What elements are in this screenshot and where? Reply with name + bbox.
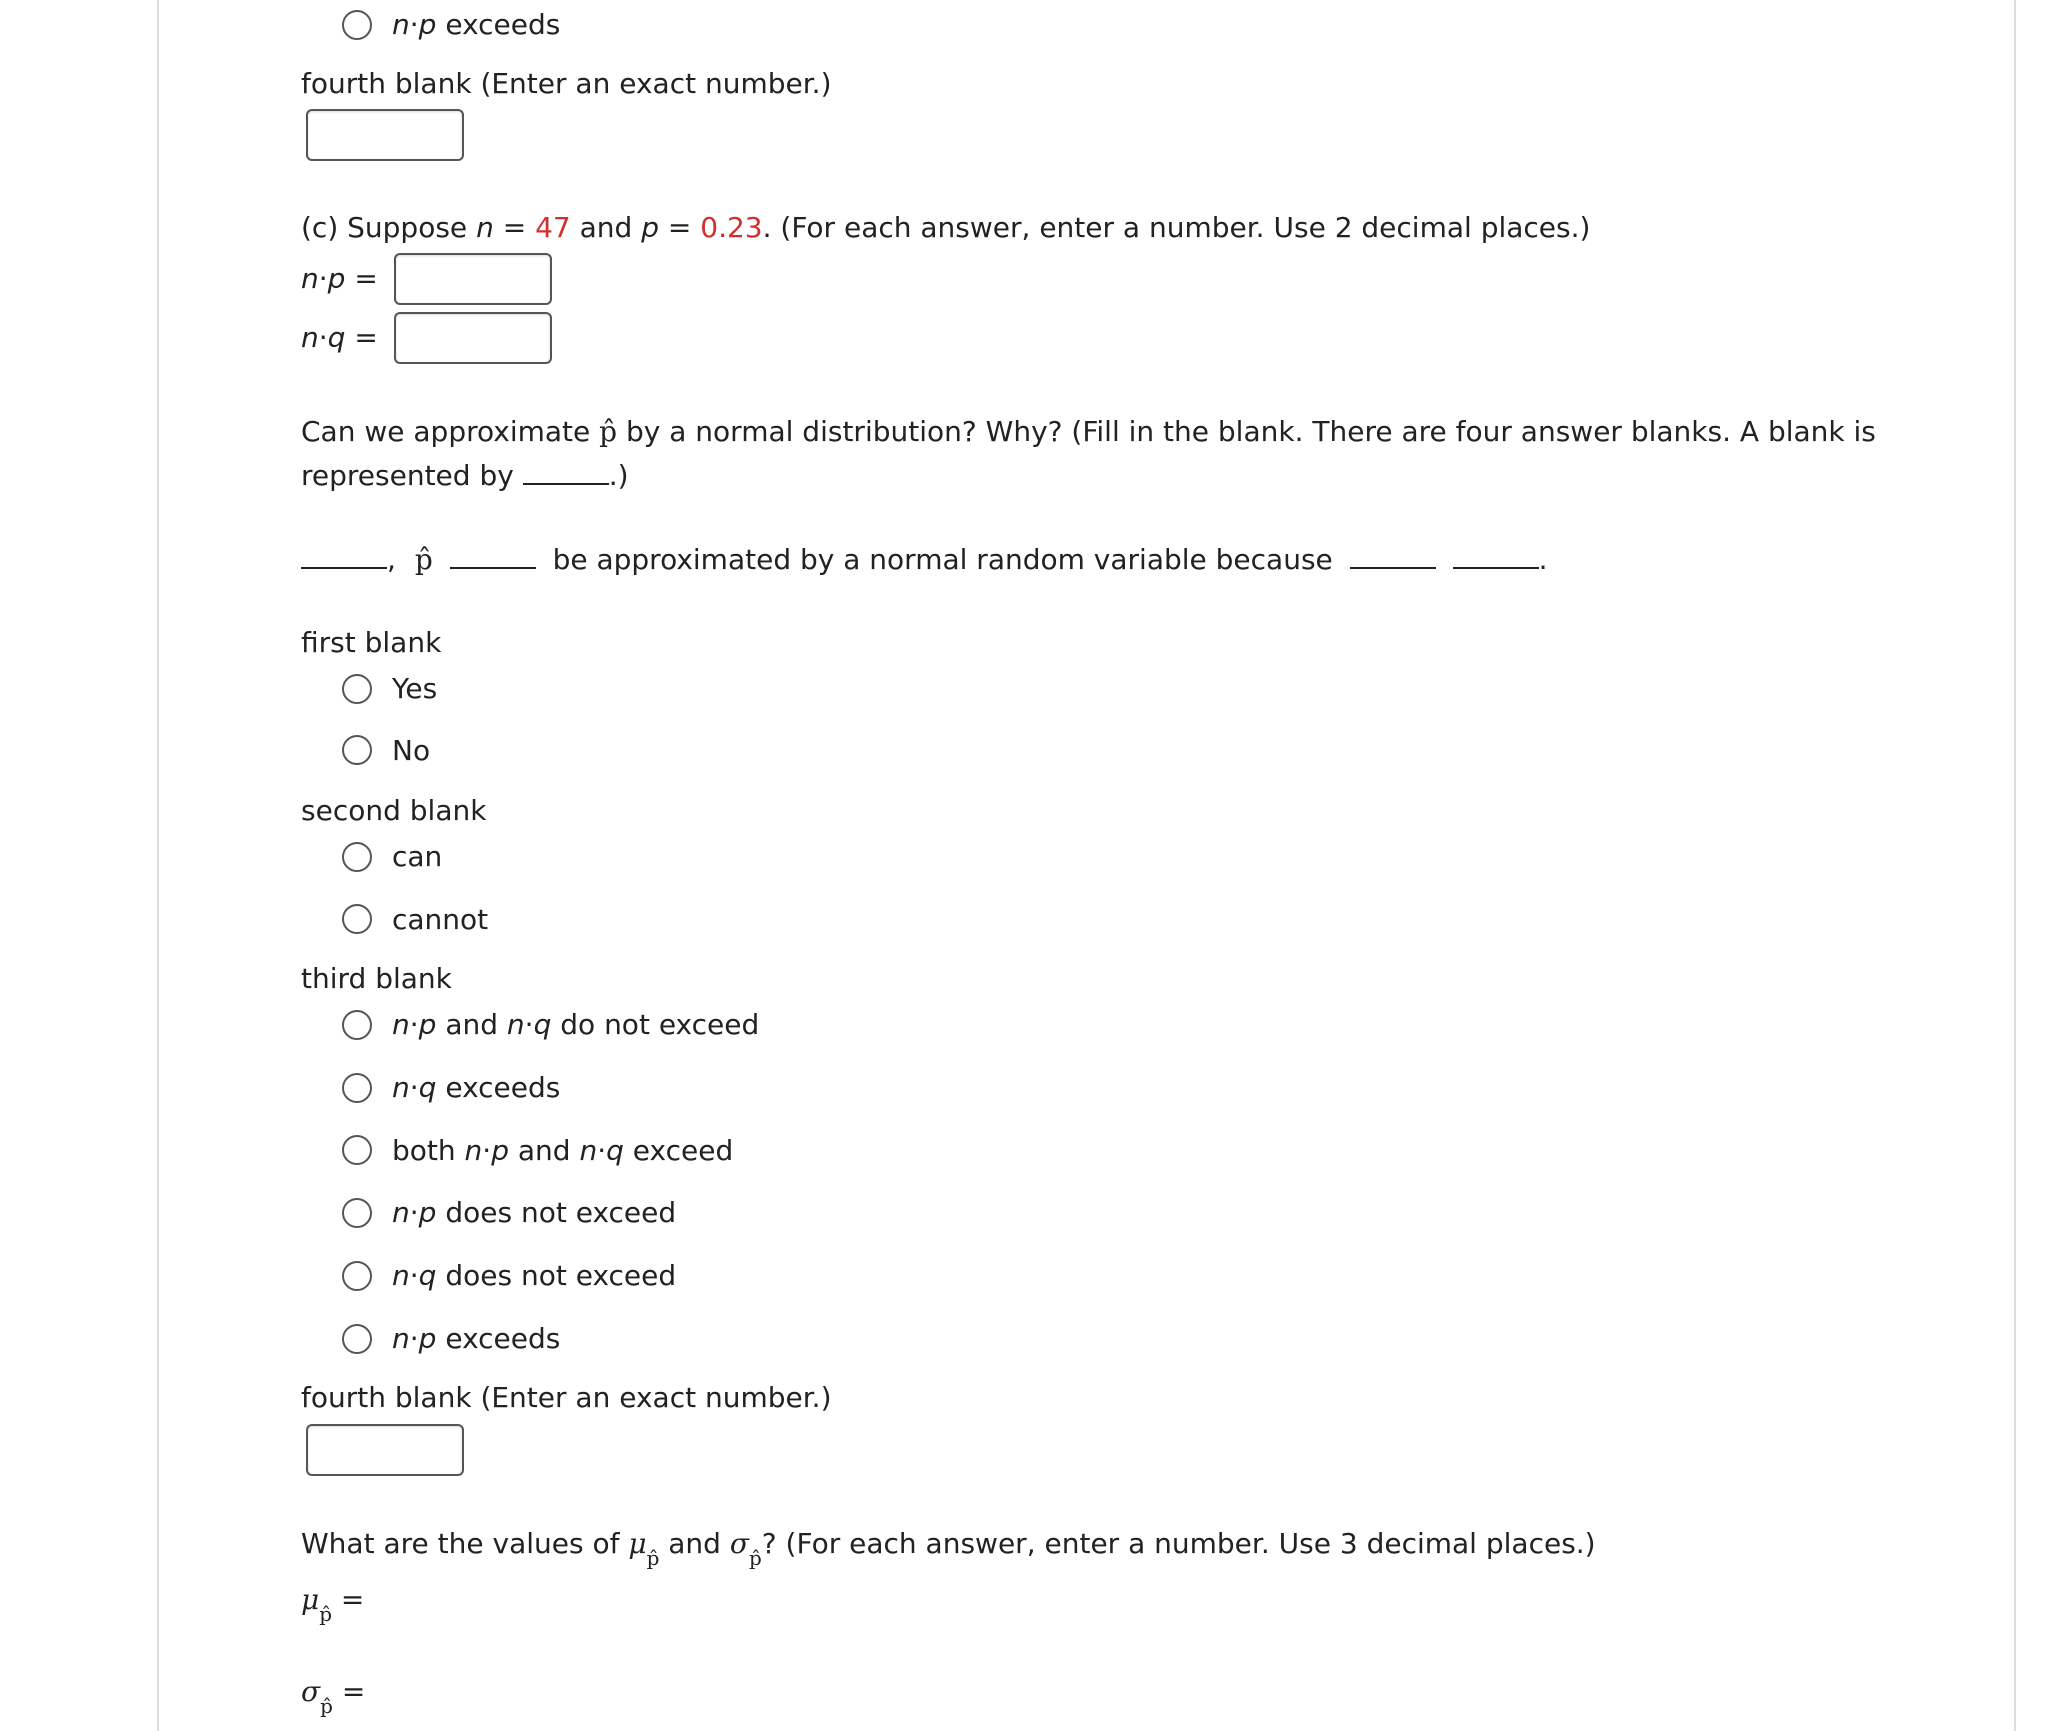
sentence-blank-1 xyxy=(301,541,387,569)
part-c-intro: (c) Suppose n = 47 and p = 0.23. (For each answer, enter a number. Use 2 decimal places.) xyxy=(301,211,1591,244)
sigma-label: $\sigma_{p̂}$ = xyxy=(301,1675,366,1718)
sentence-blank-3 xyxy=(1350,541,1436,569)
np-label: n·p = xyxy=(301,262,378,295)
sentence-blank-2 xyxy=(450,541,536,569)
radio-label-yes: Yes xyxy=(392,672,438,705)
fourth-blank-label-top: fourth blank (Enter an exact number.) xyxy=(301,67,832,100)
fourth-blank-input[interactable] xyxy=(306,1424,464,1476)
blank-indicator xyxy=(523,457,609,485)
radio-nq-not-exceed[interactable] xyxy=(342,1261,372,1291)
radio-label-nq-not-exceed: n·q does not exceed xyxy=(392,1259,677,1292)
radio-label-np-nq-not-exceed: n·p and n·q do not exceed xyxy=(392,1008,760,1041)
sentence-blank-4 xyxy=(1453,541,1539,569)
radio-label-nq-exceeds: n·q exceeds xyxy=(392,1071,561,1104)
third-blank-label: third blank xyxy=(301,962,452,995)
p-value: 0.23 xyxy=(700,211,763,244)
radio-np-not-exceed[interactable] xyxy=(342,1198,372,1228)
radio-cannot[interactable] xyxy=(342,904,372,934)
values-question: What are the values of $\mu_{p̂}$ and $\sigma_{p̂}$? (For each answer, enter a number. Use 3 decimal places.) xyxy=(301,1527,1596,1570)
radio-label-both-exceed: both n·p and n·q exceed xyxy=(392,1134,734,1167)
question-line-1: Can we approximate p̂ by a normal distribution? Why? (Fill in the blank. There are four answer blanks. A blank is xyxy=(301,415,1876,448)
n-value: 47 xyxy=(535,211,571,244)
radio-label-np-not-exceed: n·p does not exceed xyxy=(392,1196,677,1229)
fourth-blank-input-top[interactable] xyxy=(306,109,464,161)
answer-sentence: , p̂ be approximated by a normal random variable because . xyxy=(301,541,1548,578)
nq-label: n·q = xyxy=(301,321,378,354)
fourth-blank-label: fourth blank (Enter an exact number.) xyxy=(301,1381,832,1414)
first-blank-label: first blank xyxy=(301,626,442,659)
np-input[interactable] xyxy=(394,253,552,305)
radio-nq-exceeds[interactable] xyxy=(342,1073,372,1103)
radio-label-cannot: cannot xyxy=(392,903,489,936)
radio-label-no: No xyxy=(392,734,431,767)
radio-np-exceeds-top[interactable] xyxy=(342,10,372,40)
question-line-2: represented by .) xyxy=(301,459,629,492)
radio-label-np-exceeds: n·p exceeds xyxy=(392,1322,561,1355)
radio-yes[interactable] xyxy=(342,674,372,704)
radio-label-np-exceeds-top: n·p exceeds xyxy=(392,8,561,41)
radio-both-exceed[interactable] xyxy=(342,1135,372,1165)
radio-np-exceeds[interactable] xyxy=(342,1324,372,1354)
radio-can[interactable] xyxy=(342,842,372,872)
second-blank-label: second blank xyxy=(301,794,487,827)
radio-label-can: can xyxy=(392,840,443,873)
radio-np-nq-not-exceed[interactable] xyxy=(342,1010,372,1040)
radio-no[interactable] xyxy=(342,735,372,765)
mu-label: $\mu_{p̂}$ = xyxy=(301,1583,365,1626)
nq-input[interactable] xyxy=(394,312,552,364)
